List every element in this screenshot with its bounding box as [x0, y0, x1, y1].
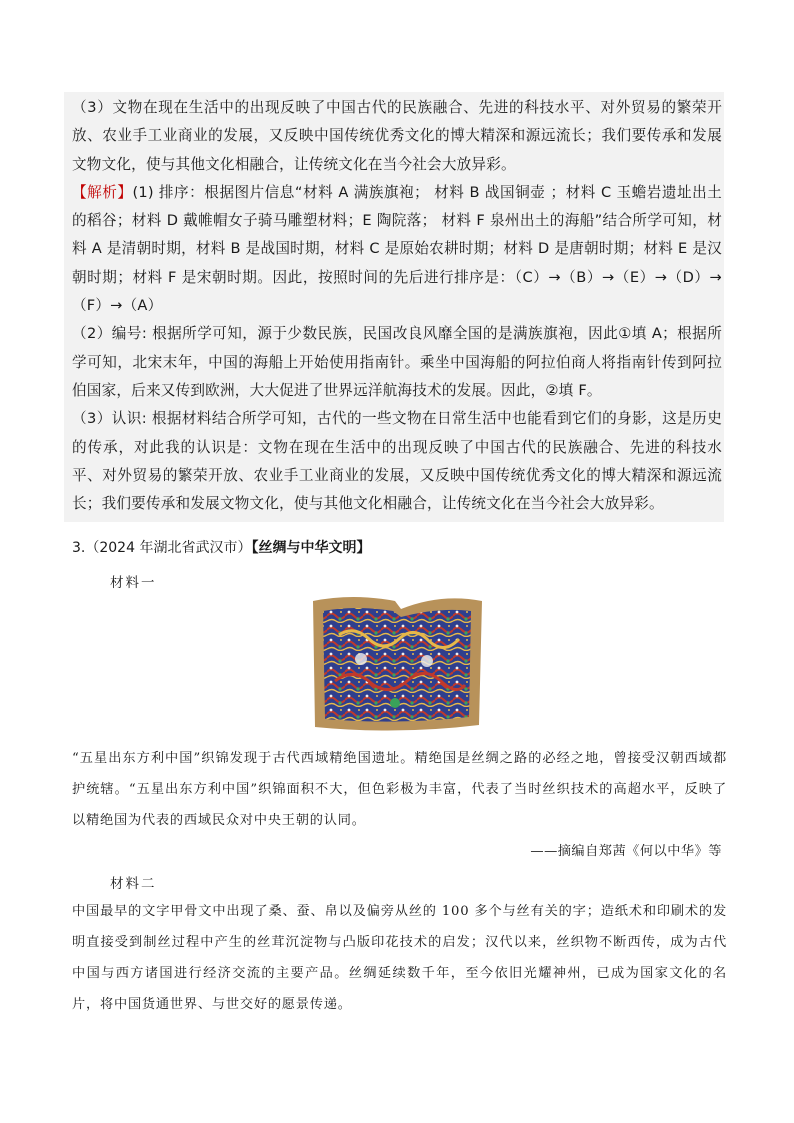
analysis-part3: （3）认识: 根据材料结合所学可知，古代的一些文物在日常生活中也能看到它们的身影，这是历史的传承，对此我的认识是：文物在现在生活中的出现反映了中国古代的民族融合、先进的科技水平、对外贸易的繁荣开放、农业手工业商业的发展，又反映中国传统优秀文化的博大精深和源远流长；我们要传承和发展文物文化，使与其他文化相融合，让传统文化在当今社会大放异彩。: [72, 410, 722, 513]
material1-text: “五星出东方利中国”织锦发现于古代西域精绝国遗址。精绝国是丝绸之路的必经之地，曾接受汉朝西域都护统辖。“五星出东方利中国”织锦面积不大，但色彩极为丰富，代表了当时丝织技术的高超水平，反映了以精绝国为代表的西域民众对中央王朝的认同。: [72, 751, 727, 828]
question-header: [72, 538, 370, 558]
brocade-star: [390, 698, 400, 708]
answer-box: [64, 92, 724, 522]
analysis-part1: [72, 179, 722, 320]
analysis-part1-text: (1) 排序：根据图片信息“材料 A 满族旗袍； 材料 B 战国铜壶 ；材料 C 玉蟾岩遗址出土的稻谷；材料 D 戴帷帽女子骑马雕塑材料；E 陶院落； 材料 F 泉州出土的海船”结合所学可知，材料 A 是清朝时期，材料 B 是战国时期，材料 C 是原始农耕时期；材料 D 是唐朝时期；材料 E 是汉朝时期；材料 F 是宋朝时期。因此，按照时间的先后进行排序是：（C）→（B）→（E）→（D）→（F）→（A）: [72, 183, 722, 315]
brocade-star: [421, 655, 433, 667]
question-source: （2024 年湖北省武汉市）: [85, 540, 252, 556]
question-title: 【丝绸与中华文明】: [251, 540, 371, 556]
brocade-star: [355, 653, 367, 665]
brocade-image: [309, 595, 486, 733]
material2-text: 中国最早的文字甲骨文中出现了桑、蚕、帛以及偏旁从丝的 100 多个与丝有关的字；造纸术和印刷术的发明直接受到制丝过程中产生的丝茸沉淀物与凸版印花技术的启发；汉代以来，丝织物不断西传，成为古代中国与西方诸国进行经济交流的主要产品。丝绸延续数千年，至今依旧光耀神州，已成为国家文化的名片，将中国货通世界、与世交好的愿景传递。: [72, 904, 727, 1012]
analysis-part2: （2）编号: 根据所学可知，源于少数民族，民国改良风靡全国的是满族旗袍，因此①填 A；根据所学可知，北宋末年，中国的海船上开始使用指南针。乘坐中国海船的阿拉伯商人将指南针传到阿拉伯国家，后来又传到欧洲，大大促进了世界远洋航海技术的发展。因此，②填 F。: [72, 325, 722, 399]
analysis-tag: 【解析】: [72, 183, 133, 201]
part3-answer: （3）文物在现在生活中的出现反映了中国古代的民族融合、先进的科技水平、对外贸易的繁荣开放、农业手工业商业的发展，又反映中国传统优秀文化的博大精深和源远流长；我们要传承和发展文物文化，使与其他文化相融合，让传统文化在当今社会大放异彩。: [72, 99, 722, 173]
question-number: 3.: [72, 540, 86, 556]
material1-source: ——摘编自郑茜《何以中华》等: [530, 844, 722, 859]
material2-label: 材料二: [110, 876, 157, 892]
material1-label: 材料一: [110, 575, 157, 591]
